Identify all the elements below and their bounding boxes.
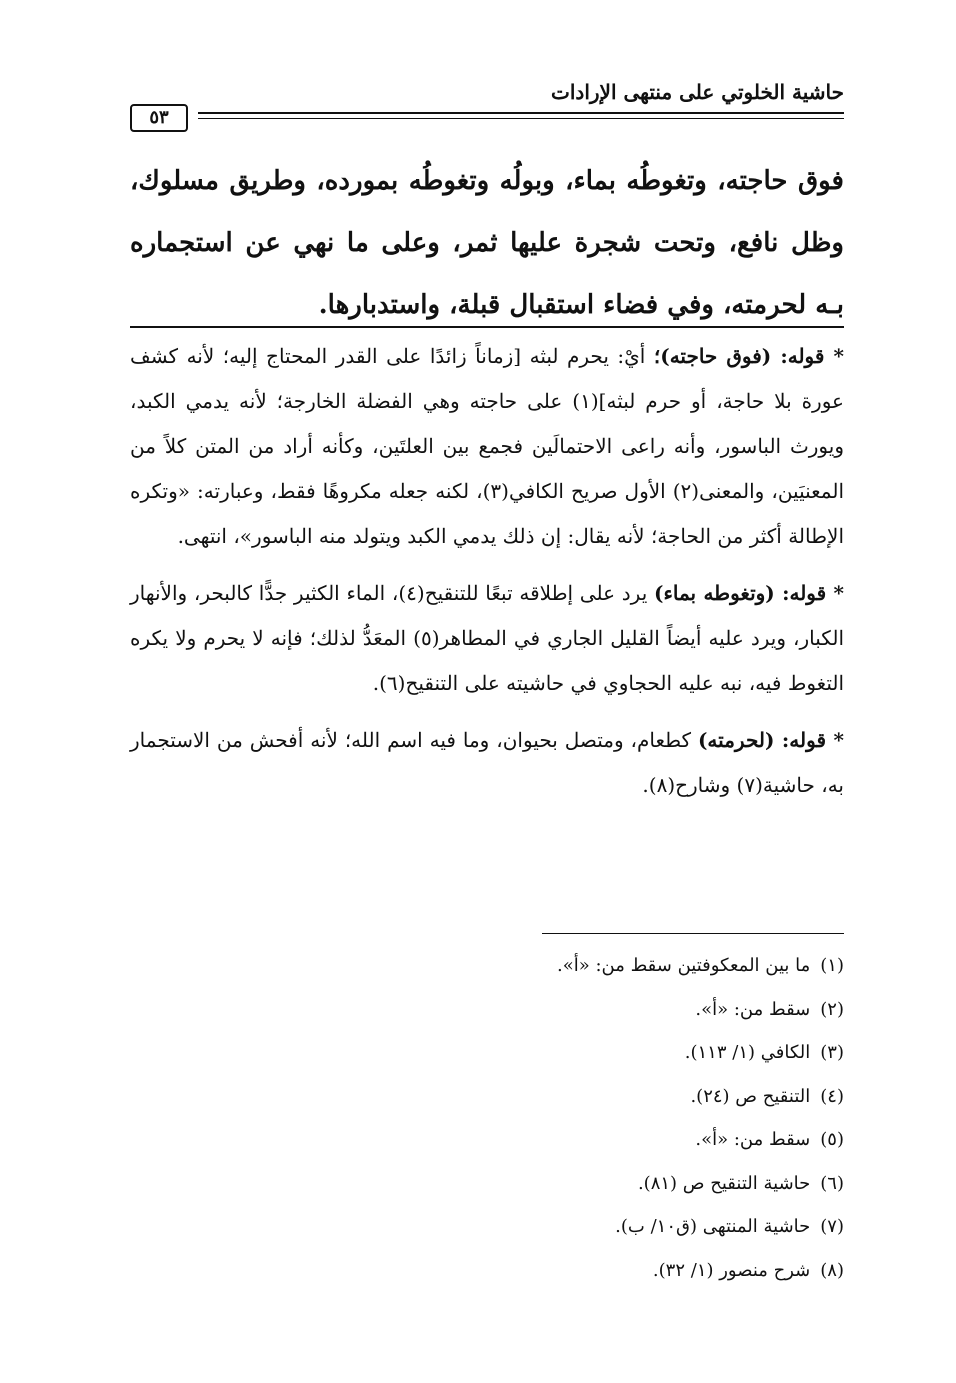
footnote-number: (٥): [820, 1129, 844, 1150]
footnote-item: [557, 1205, 844, 1249]
footnote-number: (٨): [820, 1259, 844, 1281]
footnote-number: (٣): [820, 1042, 844, 1063]
page-header: [130, 74, 844, 134]
commentary-lemma: * قوله: (فوق حاجته)؛: [653, 344, 845, 368]
header-rule-thin: [198, 118, 844, 119]
footnote-item: [557, 1249, 844, 1293]
commentary-lemma: * قوله: (لحرمته): [697, 728, 845, 752]
footnote-text: حاشية المنتهى (ق١٠/ ب).: [615, 1216, 811, 1237]
footnote-item: [557, 1162, 844, 1206]
footnote-item: [557, 944, 844, 988]
matn-separator: [130, 326, 844, 328]
commentary-section: [130, 334, 844, 820]
footnote-text: سقط من: «أ».: [695, 1129, 811, 1150]
footnote-text: الكافي (١/ ١١٣).: [684, 1042, 811, 1063]
footnote-item: [557, 1075, 844, 1119]
footnote-item: [557, 1118, 844, 1162]
footnote-item: [557, 1031, 844, 1075]
footnote-item: [557, 988, 844, 1032]
footnote-text: سقط من: «أ».: [695, 998, 811, 1020]
header-rule-thick: [198, 112, 844, 114]
commentary-paragraph: [130, 718, 844, 808]
running-title: حاشية الخلوتي على منتهى الإرادات: [551, 80, 844, 104]
commentary-paragraph: [130, 571, 844, 706]
footnote-text: ما بين المعكوفتين سقط من: «أ».: [556, 955, 811, 976]
footnote-text: حاشية التنقيح ص (٨١).: [637, 1172, 811, 1194]
footnote-separator: [542, 933, 844, 934]
footnote-number: (٦): [820, 1172, 844, 1194]
footnote-text: شرح منصور (١/ ٣٢).: [652, 1259, 811, 1281]
footnote-number: (١): [820, 955, 844, 976]
commentary-text: يرد على إطلاقه تبعًا للتنقيح(٤)، الماء الكثير جدًّا كالبحر، والأنهار الكبار، ويرد عليه أيضاً القليل الجاري في المطاهر(٥) المعَدُّ لذلك؛ فإنه لا يحرم ولا يكره التغوط فيه، نبه عليه الحجاوي في حاشيته على التنقيح(٦).: [130, 581, 844, 695]
commentary-lemma: * قوله: (وتغوطه بماء): [654, 581, 845, 605]
footnote-text: التنقيح ص (٢٤).: [690, 1085, 811, 1107]
matn-text: فوق حاجته، وتغوطُه بماء، وبولُه وتغوطُه بمورده، وطريق مسلوك، وظل نافع، وتحت شجرة عليها ثمر، وعلى ما نهي عن استجماره بـه لحرمته، وفي فضاء استقبال قبلة، واستدبارها.: [130, 166, 844, 320]
footnote-list: [557, 944, 844, 1292]
footnote-number: (٢): [820, 998, 844, 1020]
commentary-paragraph: [130, 334, 844, 559]
footnote-number: (٧): [820, 1216, 844, 1237]
commentary-text: أيْ: يحرم لبثه [زماناً زائدًا على القدر المحتاج إليه؛ لأنه كشف عورة بلا حاجة، أو حرم لبثه](١) على حاجته وهي الفضلة الخارجة؛ لأنه يدمي الكبد، ويورث الباسور، وأنه راعى الاحتمالَين فجمع بين العلتَين، وكأنه أراد من المتن كلاً من المعنيَين، والمعنى(٢) الأول صريح الكافي(٣)، لكنه جعله مكروهًا فقط، وعبارته: «وتكره الإطالة أكثر من الحاجة؛ لأنه يقال: إن ذلك يدمي الكبد ويتولد منه الباسور»، انتهى.: [130, 344, 845, 548]
page-number-box: ٥٣: [130, 104, 188, 132]
commentary-text: كطعام، ومتصل بحيوان، وما فيه اسم الله؛ لأنه أفحش من الاستجمار به، حاشية(٧) وشارح(٨).: [130, 728, 844, 797]
footnote-number: (٤): [820, 1085, 844, 1107]
